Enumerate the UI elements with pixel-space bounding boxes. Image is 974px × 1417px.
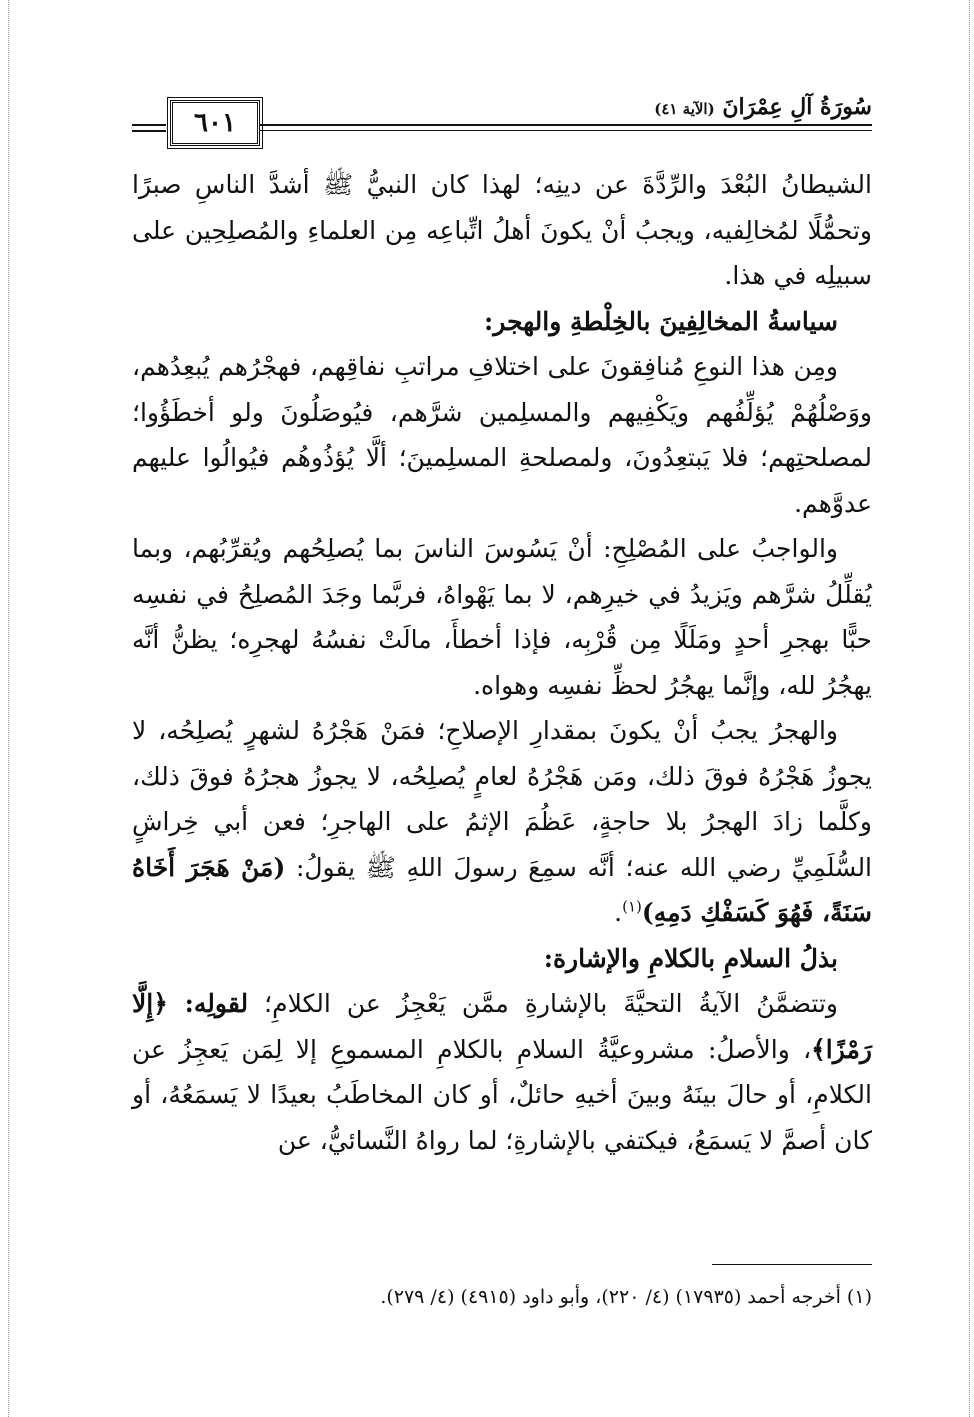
scan-edge-right xyxy=(969,0,970,1417)
quran-quote: لقولِه: ﴿إِلَّا رَمْزًا﴾ xyxy=(132,989,872,1064)
paragraph: والواجبُ على المُصْلِحِ: أنْ يَسُوسَ الناسَ بما يُصلِحُهم ويُقرِّبُهم، وبما يُقلِّلُ شرَّهم ويَزيدُ في خيرِهم، لا بما يَهْواهُ، فربَّما وجَدَ المُصلِحُ في نفسِه حبًّا بهجرِ أحدٍ ومَلَلًا مِن قُرْبِه، فإذا أخطأَ، مالَتْ نفسُهُ لهجرِه؛ يظنُّ أنَّه يهجُرُ لله، وإنَّما يهجُرُ لحظِّ نفسِه وهواه. xyxy=(132,534,872,700)
paragraph-text: . xyxy=(614,898,623,927)
paragraph-text: وتتضمَّنُ الآيةُ التحيَّةَ بالإشارةِ ممَّن يَعْجِزُ عن الكلامِ؛ xyxy=(264,989,838,1018)
paragraph xyxy=(132,981,872,1163)
header-rule xyxy=(260,124,872,126)
hadith-quote: (مَنْ هَجَرَ أَخَاهُ سَنَةً، فَهُوَ كَسَفْكِ دَمِهِ) xyxy=(132,852,872,927)
footnote: (١) أخرجه أحمد (١٧٩٣٥) (٤/ ٢٢٠)، وأبو داود (٤٩١٥) (٤/ ٢٧٩). xyxy=(380,1286,872,1308)
paragraph xyxy=(132,708,872,936)
paragraph: الشيطانُ البُعْدَ والرِّدَّةَ عن دينِه؛ لهذا كان النبيُّ ﷺ أشدَّ الناسِ صبرًا وتحمُّلًا لمُخالِفيه، ويجبُ أنْ يكونَ أهلُ اتِّباعِه مِن العلماءِ والمُصلِحِين على سبيلِه في هذا. xyxy=(132,170,872,290)
footnote-reference[interactable]: (١) xyxy=(622,897,642,916)
paragraph-text: والهجرُ يجبُ أنْ يكونَ بمقدارِ الإصلاحِ؛ فمَنْ هَجْرُهُ لشهرٍ يُصلِحُه، لا يجوزُ هَجْرُهُ فوقَ ذلك، ومَن هَجْرُهُ لعامٍ يُصلِحُه، لا يجوزُ هجرُهُ فوقَ ذلك، وكلَّما زادَ الهجرُ بلا حاجةٍ، عَظُمَ الإثمُ على الهاجرِ؛ فعن أبي خِراشٍ السُّلَمِيِّ رضي الله عنه؛ أنَّه سمِعَ رسولَ اللهِ ﷺ يقولُ: xyxy=(132,716,873,882)
page-header xyxy=(132,92,872,150)
header-rule xyxy=(132,130,166,132)
ayah-reference: (الآية ٤١) xyxy=(654,100,715,118)
surah-title xyxy=(648,92,872,124)
section-heading: سياسةُ المخالِفِينَ بالخِلْطةِ والهجر: xyxy=(483,306,838,336)
page-number: ٦٠١ xyxy=(170,100,260,146)
surah-name: سُورَةُ آلِ عِمْرَانَ xyxy=(722,94,872,120)
paragraph: ومِن هذا النوعِ مُنافِقونَ على اختلافِ مراتبِ نفاقِهم، فهجْرُهم يُبعِدُهم، ووَصْلُهُمْ يُؤلِّفُهم ويَكْفِيهم والمسلِمين شرَّهم، فيُوصَلُونَ ولو أخطَؤُوا؛ لمصلحتِهم؛ فلا يَبتعِدُونَ، ولمصلحةِ المسلِمينَ؛ ألَّا يُؤذُوهُم فيُوالُوا عليهم عدوَّهم. xyxy=(132,352,872,518)
footnote-divider xyxy=(712,1264,872,1265)
paragraph-text: ، والأصلُ: مشروعيَّةُ السلامِ بالكلامِ المسموعِ إلا لِمَن يَعجِزُ عن الكلامِ، أو حالَ بينَهُ وبينَ أخيهِ حائلٌ، أو كان المخاطَبُ بعيدًا لا يَسمَعُهُ، أو كان أصمَّ لا يَسمَعُ، فيكتفي بالإشارةِ؛ لما رواهُ النَّسائيُّ، عن xyxy=(132,1034,872,1155)
page-body xyxy=(132,162,872,1163)
scan-edge-left xyxy=(8,0,9,1417)
header-rule xyxy=(260,130,872,131)
section-heading: بذلُ السلامِ بالكلامِ والإشارة: xyxy=(543,943,838,973)
header-rule xyxy=(132,124,166,126)
